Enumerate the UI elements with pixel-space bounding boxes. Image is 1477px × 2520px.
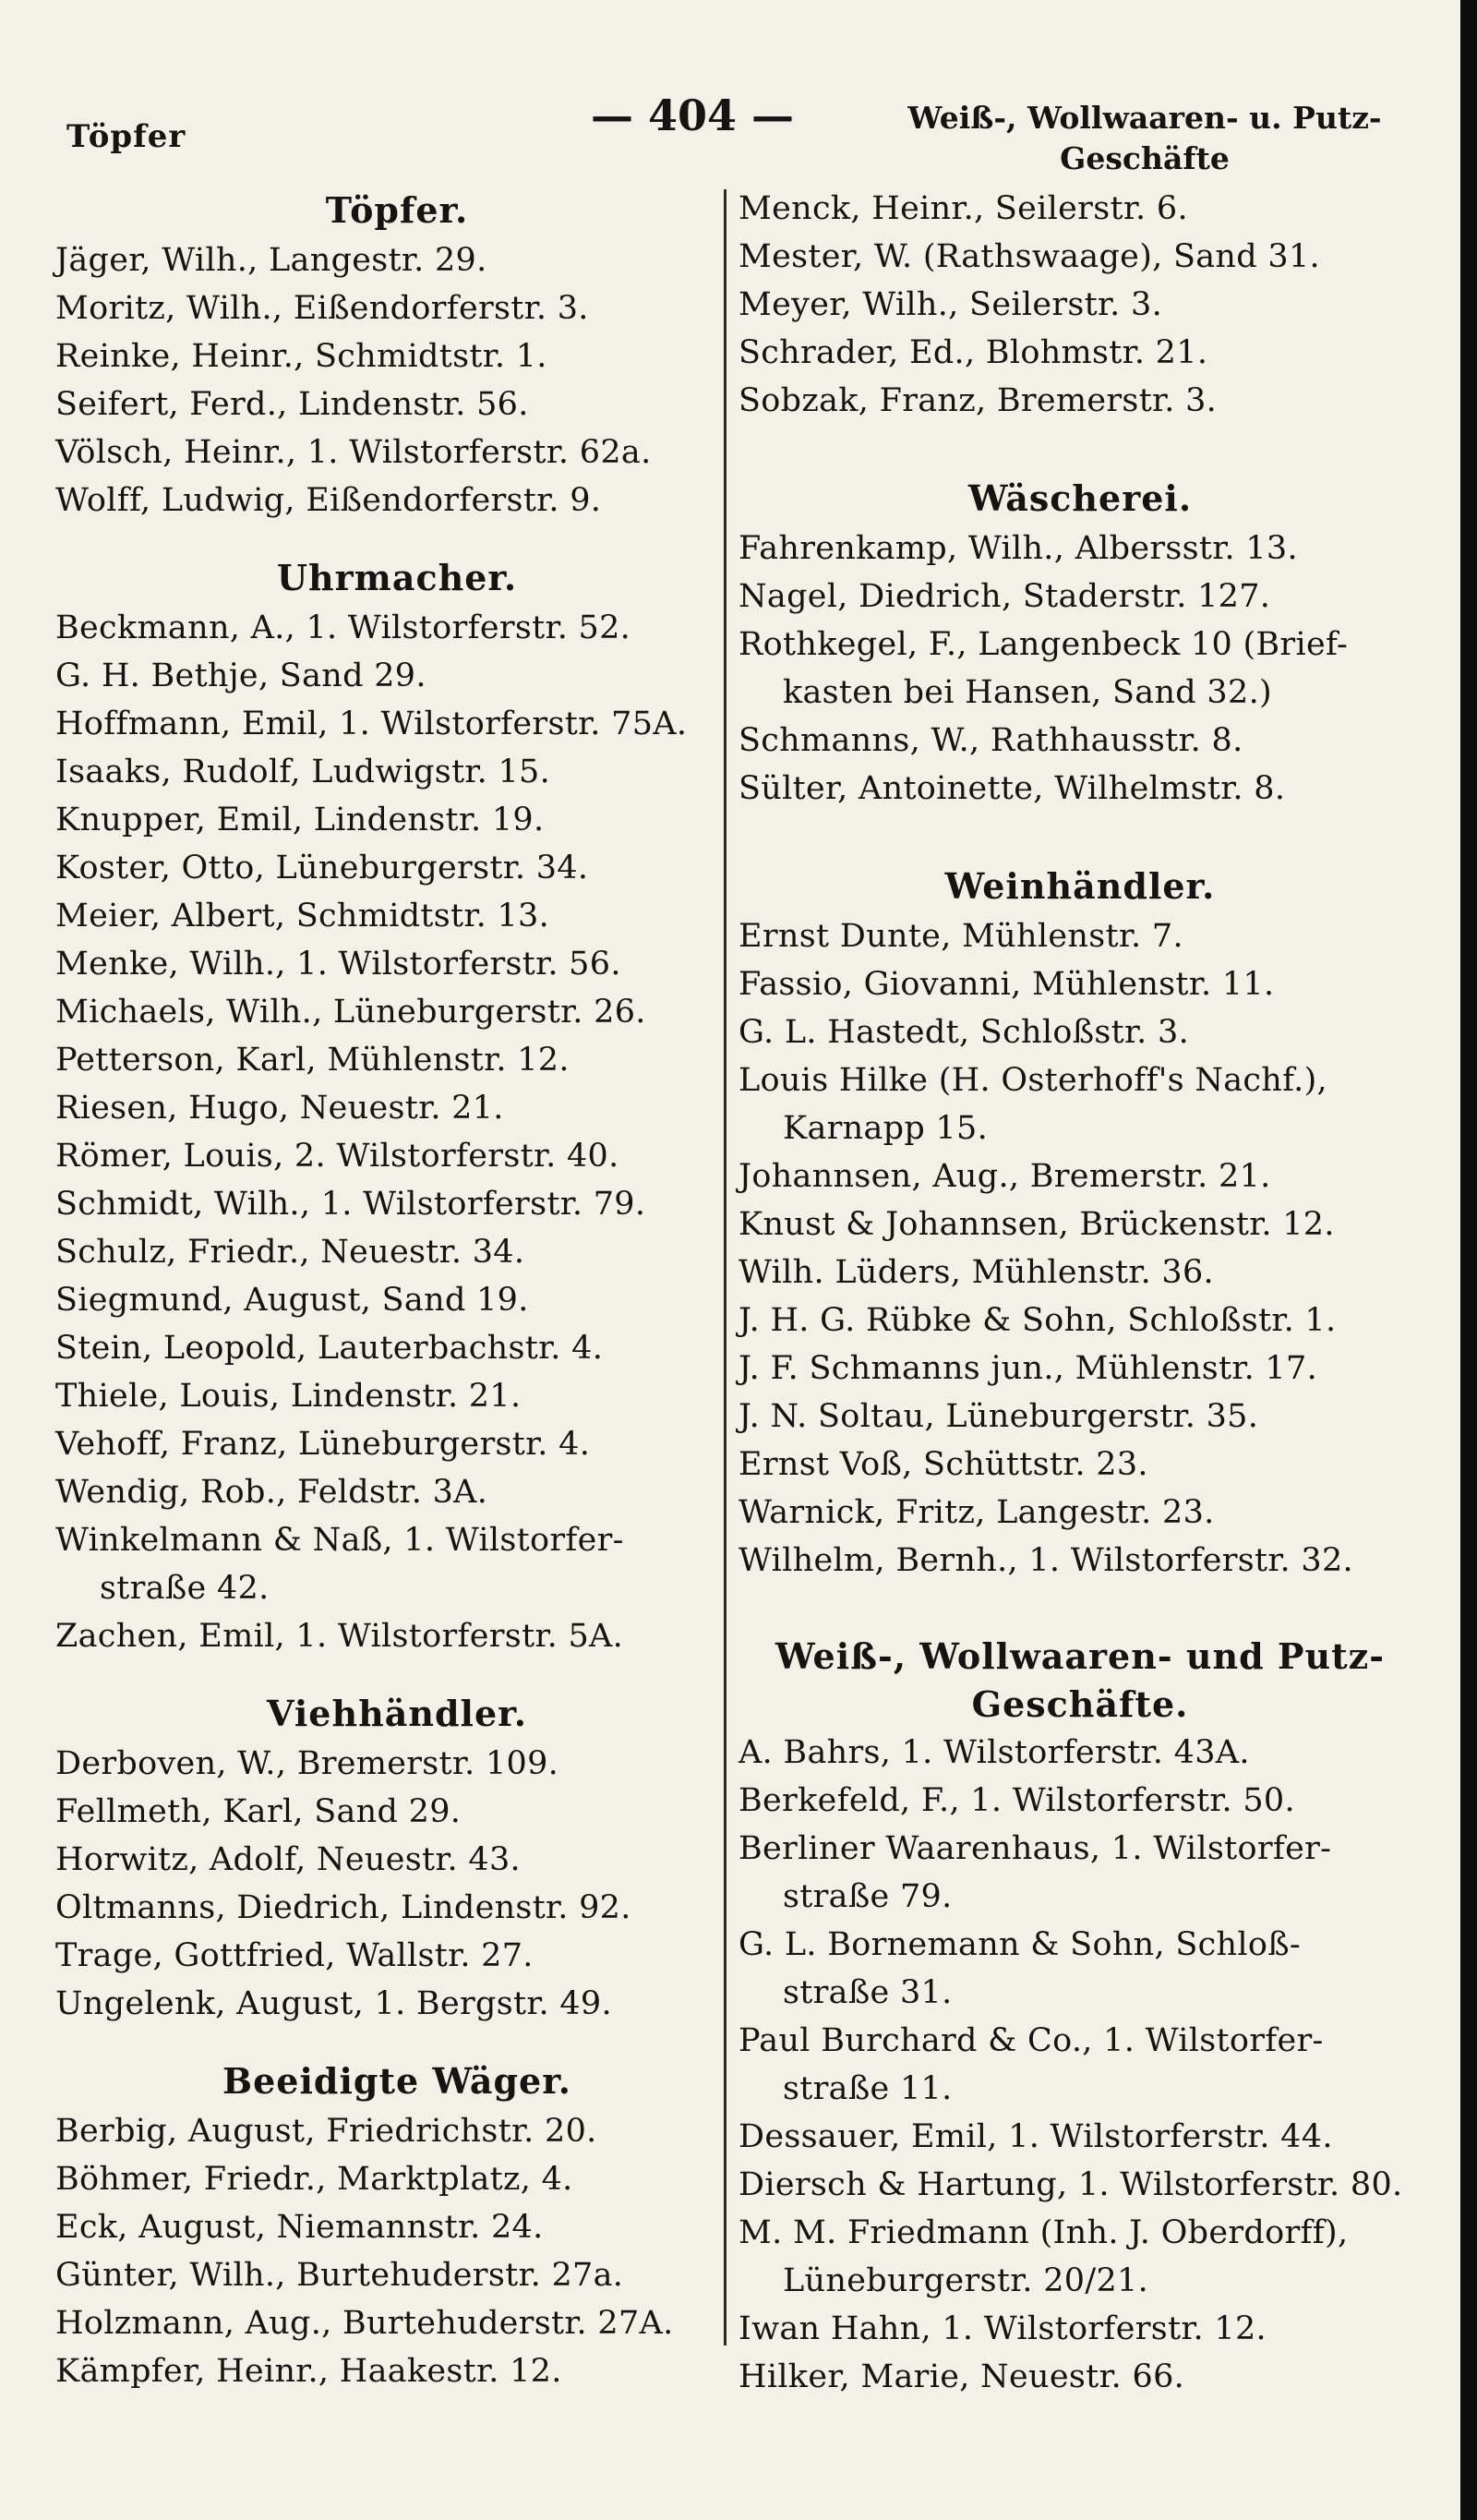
list-item: Schmidt, Wilh., 1. Wilstorferstr. 79.: [55, 1186, 646, 1223]
list-item: [738, 1921, 1422, 2017]
list-item: Petterson, Karl, Mühlenstr. 12.: [55, 1042, 570, 1079]
list-item: Sobzak, Franz, Bremerstr. 3.: [738, 382, 1218, 419]
list-item: Fassio, Giovanni, Mühlenstr. 11.: [738, 966, 1275, 1003]
list-item: G. L. Hastedt, Schloßstr. 3.: [738, 1014, 1190, 1051]
list-item: Hoffmann, Emil, 1. Wilstorferstr. 75A.: [55, 705, 688, 742]
list-item: Iwan Hahn, 1. Wilstorferstr. 12.: [738, 2310, 1267, 2347]
list-item-line2: Karnapp 15.: [783, 1110, 989, 1147]
list-item-line1: Berliner Waarenhaus, 1. Wilstorfer-: [738, 1830, 1332, 1867]
list-item: J. H. G. Rübke & Sohn, Schloßstr. 1.: [738, 1302, 1337, 1339]
section-heading-weinhaendler: Weinhändler.: [944, 865, 1216, 907]
list-item: Fahrenkamp, Wilh., Albersstr. 13.: [738, 530, 1298, 567]
list-item: Johannsen, Aug., Bremerstr. 21.: [738, 1158, 1271, 1195]
list-item: J. N. Soltau, Lüneburgerstr. 35.: [738, 1398, 1259, 1435]
list-item: Michaels, Wilh., Lüneburgerstr. 26.: [55, 994, 646, 1031]
list-item: Schmanns, W., Rathhausstr. 8.: [738, 722, 1243, 759]
list-item: Wendig, Rob., Feldstr. 3A.: [55, 1474, 488, 1511]
list-item: Isaaks, Rudolf, Ludwigstr. 15.: [55, 754, 551, 790]
list-item: Koster, Otto, Lüneburgerstr. 34.: [55, 850, 589, 886]
list-item: Diersch & Hartung, 1. Wilstorferstr. 80.: [738, 2166, 1403, 2203]
list-item: Horwitz, Adolf, Neuestr. 43.: [55, 1841, 521, 1878]
section-heading-viehhaendler: Viehhändler.: [267, 1693, 527, 1734]
list-item: Meyer, Wilh., Seilerstr. 3.: [738, 286, 1163, 323]
section-heading-toepfer: Töpfer.: [325, 189, 469, 231]
list-item: Knust & Johannsen, Brückenstr. 12.: [738, 1206, 1335, 1243]
list-item-line2: straße 42.: [100, 1570, 270, 1607]
section-heading-waeger: Beeidigte Wäger.: [222, 2060, 571, 2102]
list-item: Fellmeth, Karl, Sand 29.: [55, 1793, 462, 1830]
list-item: Wolff, Ludwig, Eißendorferstr. 9.: [55, 482, 602, 519]
list-item: Jäger, Wilh., Langestr. 29.: [55, 242, 487, 279]
page-edge-shadow: [1460, 0, 1477, 2520]
list-item: Knupper, Emil, Lindenstr. 19.: [55, 802, 545, 838]
list-item: [55, 1516, 738, 1612]
list-item: Nagel, Diedrich, Staderstr. 127.: [738, 578, 1271, 615]
list-item: Ernst Dunte, Mühlenstr. 7.: [738, 918, 1183, 955]
list-item: Trage, Gottfried, Wallstr. 27.: [55, 1937, 534, 1974]
list-item: Reinke, Heinr., Schmidtstr. 1.: [55, 338, 547, 375]
page-number: — 404 —: [590, 90, 795, 140]
list-item: Günter, Wilh., Burtehuderstr. 27a.: [55, 2257, 624, 2294]
list-item: Böhmer, Friedr., Marktplatz, 4.: [55, 2161, 573, 2198]
list-item: Römer, Louis, 2. Wilstorferstr. 40.: [55, 1138, 619, 1175]
list-item: Berbig, August, Friedrichstr. 20.: [55, 2113, 597, 2150]
list-item: Warnick, Fritz, Langestr. 23.: [738, 1494, 1215, 1531]
list-item: Derboven, W., Bremerstr. 109.: [55, 1745, 559, 1782]
list-item: G. H. Bethje, Sand 29.: [55, 657, 426, 694]
list-item: Wilhelm, Bernh., 1. Wilstorferstr. 32.: [738, 1542, 1353, 1579]
list-item: Ernst Voß, Schüttstr. 23.: [738, 1446, 1148, 1483]
list-item-line1: Rothkegel, F., Langenbeck 10 (Brief-: [738, 626, 1349, 663]
list-item-line1: Winkelmann & Naß, 1. Wilstorfer-: [55, 1522, 624, 1559]
page-header: [0, 85, 1477, 187]
list-item: Schulz, Friedr., Neuestr. 34.: [55, 1234, 525, 1271]
right-column: [738, 185, 1422, 2401]
list-item: A. Bahrs, 1. Wilstorferstr. 43A.: [738, 1734, 1250, 1771]
list-item: Moritz, Wilh., Eißendorferstr. 3.: [55, 290, 589, 327]
list-item-line2: straße 79.: [783, 1878, 953, 1915]
section-heading-uhrmacher: Uhrmacher.: [276, 557, 518, 598]
list-item: [738, 1056, 1422, 1152]
list-item: [738, 1825, 1422, 1921]
list-item: Thiele, Louis, Lindenstr. 21.: [55, 1378, 522, 1415]
list-item: Völsch, Heinr., 1. Wilstorferstr. 62a.: [55, 434, 652, 471]
list-item: Berkefeld, F., 1. Wilstorferstr. 50.: [738, 1782, 1295, 1819]
list-item-line1: Paul Burchard & Co., 1. Wilstorfer-: [738, 2022, 1324, 2059]
list-item-line2: kasten bei Hansen, Sand 32.): [783, 674, 1272, 711]
list-item: [738, 2017, 1422, 2113]
running-head-left: Töpfer: [66, 118, 186, 155]
list-item: Eck, August, Niemannstr. 24.: [55, 2209, 544, 2246]
list-item: Beckmann, A., 1. Wilstorferstr. 52.: [55, 609, 631, 646]
list-item: Kämpfer, Heinr., Haakestr. 12.: [55, 2353, 562, 2390]
list-item-line2: straße 11.: [783, 2070, 953, 2107]
list-item: Vehoff, Franz, Lüneburgerstr. 4.: [55, 1426, 591, 1463]
list-item: Hilker, Marie, Neuestr. 66.: [738, 2358, 1185, 2395]
list-item: J. F. Schmanns jun., Mühlenstr. 17.: [738, 1350, 1317, 1387]
section-heading-waescherei: Wäscherei.: [967, 477, 1193, 519]
running-head-right-line1: Weiß-, Wollwaaren- u. Putz-: [907, 100, 1382, 136]
list-item: Menke, Wilh., 1. Wilstorferstr. 56.: [55, 946, 621, 983]
left-column: [55, 185, 738, 2395]
list-item: Menck, Heinr., Seilerstr. 6.: [738, 190, 1188, 227]
list-item: Zachen, Emil, 1. Wilstorferstr. 5A.: [55, 1618, 624, 1655]
list-item: Stein, Leopold, Lauterbachstr. 4.: [55, 1330, 604, 1367]
list-item: Oltmanns, Diedrich, Lindenstr. 92.: [55, 1889, 631, 1926]
list-item: Dessauer, Emil, 1. Wilstorferstr. 44.: [738, 2118, 1333, 2155]
list-item-line1: Louis Hilke (H. Osterhoff's Nachf.),: [738, 1062, 1327, 1099]
list-item: Seifert, Ferd., Lindenstr. 56.: [55, 386, 529, 423]
list-item: Mester, W. (Rathswaage), Sand 31.: [738, 238, 1320, 275]
list-item: [738, 621, 1422, 717]
list-item-line1: M. M. Friedmann (Inh. J. Oberdorff),: [738, 2214, 1349, 2251]
list-item-line2: Lüneburgerstr. 20/21.: [783, 2262, 1149, 2299]
list-item-line2: straße 31.: [783, 1974, 953, 2011]
running-head-right: [905, 98, 1385, 179]
list-item: Holzmann, Aug., Burtehuderstr. 27A.: [55, 2305, 674, 2342]
list-item: Siegmund, August, Sand 19.: [55, 1282, 529, 1319]
list-item-line1: G. L. Bornemann & Sohn, Schloß-: [738, 1926, 1302, 1963]
list-item: Riesen, Hugo, Neuestr. 21.: [55, 1090, 504, 1127]
list-item: Schrader, Ed., Blohmstr. 21.: [738, 334, 1208, 371]
list-item: Ungelenk, August, 1. Bergstr. 49.: [55, 1985, 612, 2022]
section-heading-weiss-line2: Geschäfte.: [971, 1683, 1189, 1725]
list-item: Meier, Albert, Schmidtstr. 13.: [55, 898, 550, 934]
list-item: [738, 2209, 1422, 2305]
running-head-right-line2: Geschäfte: [1060, 140, 1230, 176]
section-heading-weiss-line1: Weiß-, Wollwaaren- und Putz-: [775, 1635, 1386, 1677]
list-item: Sülter, Antoinette, Wilhelmstr. 8.: [738, 770, 1286, 807]
list-item: Wilh. Lüders, Mühlenstr. 36.: [738, 1254, 1214, 1291]
